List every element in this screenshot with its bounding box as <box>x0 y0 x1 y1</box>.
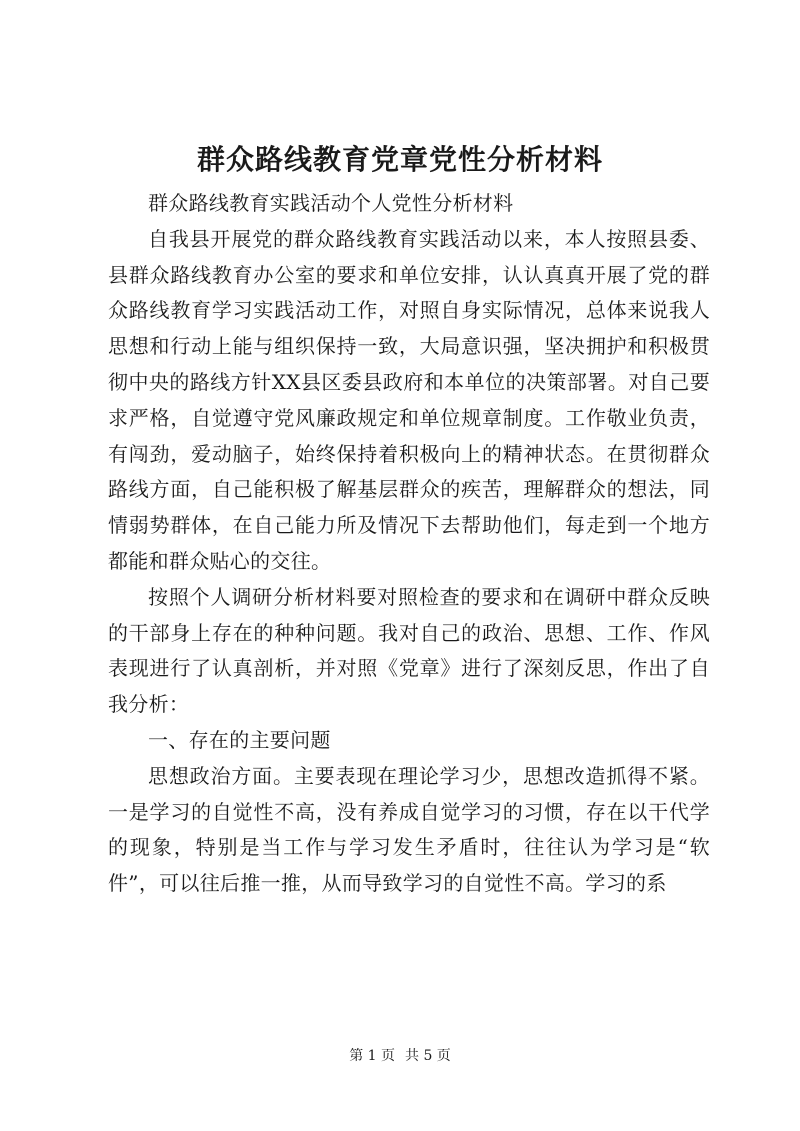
page-footer <box>0 1046 800 1066</box>
body-paragraph: 思想政治方面。主要表现在理论学习少，思想改造抓得不紧。一是学习的自觉性不高，没有养成自觉学习的习惯，存在以干代学的现象，特别是当工作与学习发生矛盾时，往往认为学习是“软件”，可以往后推一推，从而导致学习的自觉性不高。学习的系 <box>108 763 710 896</box>
document-title: 群众路线教育党章党性分析材料 <box>196 143 603 176</box>
body-paragraph: 按照个人调研分析材料要对照检查的要求和在调研中群众反映的干部身上存在的种种问题。我对自己的政治、思想、工作、作风表现进行了认真剖析，并对照《党章》进行了深刻反思，作出了自我分析： <box>108 584 710 717</box>
page-total: 共 5 页 <box>405 1048 451 1064</box>
section-heading: 一、存在的主要问题 <box>148 727 331 752</box>
page-number: 第 1 页 <box>349 1048 395 1064</box>
document-body <box>108 186 710 902</box>
body-paragraph: 自我县开展党的群众路线教育实践活动以来，本人按照县委、县群众路线教育办公室的要求和单位安排，认认真真开展了党的群众路线教育学习实践活动工作，对照自身实际情况，总体来说我人思想和行动上能与组织保持一致，大局意识强，坚决拥护和积极贯彻中央的路线方针XX县区委县政府和本单位的决策部署。对自己要求严格，自觉遵守党风廉政规定和单位规章制度。工作敬业负责，有闯劲，爱动脑子，始终保持着积极向上的精神状态。在贯彻群众路线方面，自己能积极了解基层群众的疾苦，理解群众的想法，同情弱势群体，在自己能力所及情况下去帮助他们，每走到一个地方都能和群众贴心的交往。 <box>108 226 710 573</box>
subtitle-paragraph: 群众路线教育实践活动个人党性分析材料 <box>148 191 514 215</box>
